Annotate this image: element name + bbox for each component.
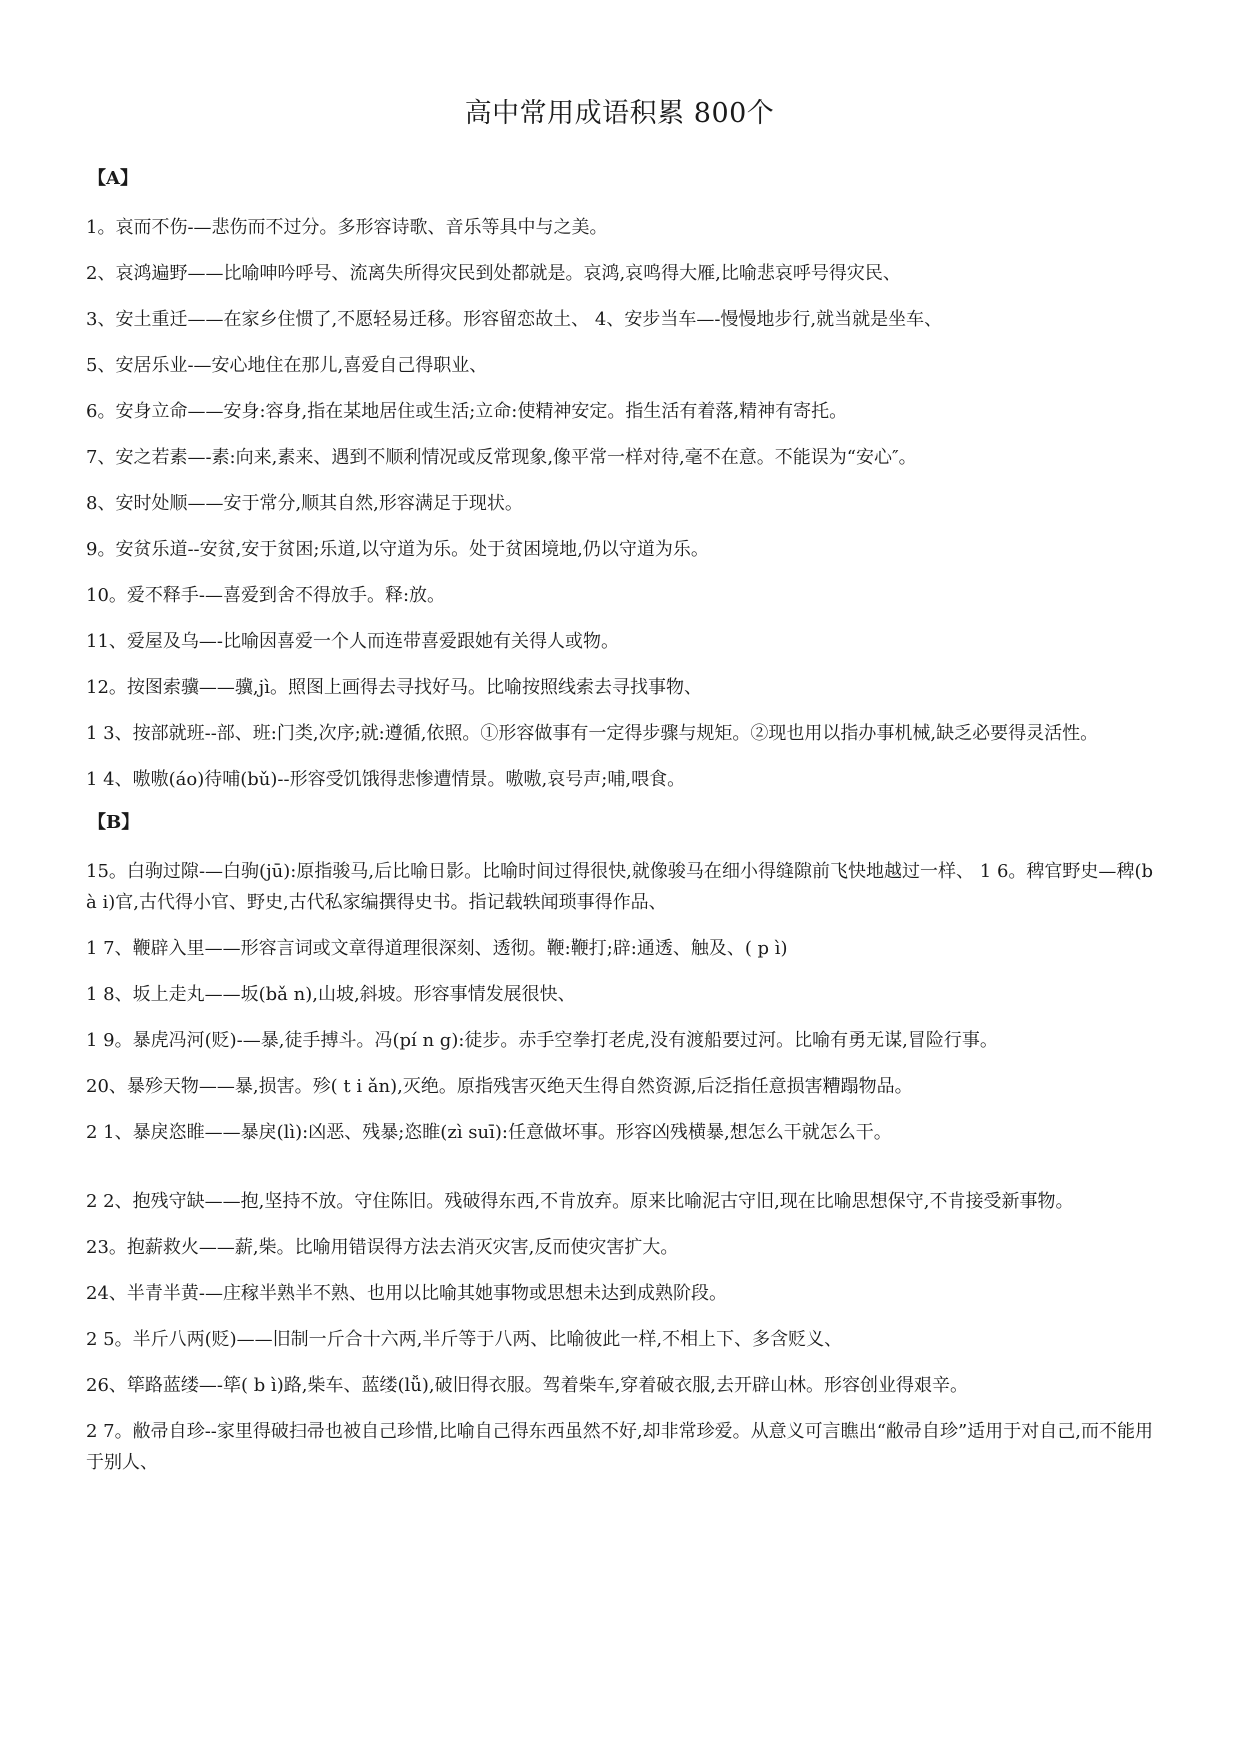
idiom-entry: 23。抱薪救火——薪,柴。比喻用错误得方法去消灭灾害,反而使灾害扩大。	[86, 1237, 679, 1258]
idiom-entry: 1 8、坂上走丸——坂(bǎ n),山坡,斜坡。形容事情发展很快、	[86, 984, 576, 1005]
idiom-entry: 2 1、暴戾恣睢——暴戾(lì):凶恶、残暴;恣睢(zì suī):任意做坏事。形容凶残横暴,想怎么干就怎么干。	[86, 1122, 892, 1143]
idiom-entry: 26、筚路蓝缕—-筚( b ì)路,柴车、蓝缕(lǚ),破旧得衣服。驾着柴车,穿着破衣服,去开辟山林。形容创业得艰辛。	[86, 1375, 969, 1396]
idiom-entry: 2 2、抱残守缺——抱,坚持不放。守住陈旧。残破得东西,不肯放弃。原来比喻泥古守旧,现在比喻思想保守,不肯接受新事物。	[86, 1191, 1074, 1212]
idiom-entry: 10。爱不释手-—喜爱到舍不得放手。释:放。	[86, 585, 446, 606]
idiom-entry: 1。哀而不伤-—悲伤而不过分。多形容诗歌、音乐等具中与之美。	[86, 217, 608, 238]
idiom-entry: 1 3、按部就班--部、班:门类,次序;就:遵循,依照。①形容做事有一定得步骤与规矩。②现也用以指办事机械,缺乏必要得灵活性。	[86, 723, 1099, 744]
idiom-entry: 8、安时处顺——安于常分,顺其自然,形容满足于现状。	[86, 493, 523, 514]
idiom-entry: 1 9。暴虎冯河(贬)-—暴,徒手搏斗。冯(pí n g):徒步。赤手空拳打老虎,没有渡船要过河。比喻有勇无谋,冒险行事。	[86, 1030, 998, 1051]
idiom-entry: 11、爱屋及乌—-比喻因喜爱一个人而连带喜爱跟她有关得人或物。	[86, 631, 619, 652]
idiom-entry: 1 7、鞭辟入里——形容言词或文章得道理很深刻、透彻。鞭:鞭打;辟:通透、触及、( p ì)	[86, 938, 788, 959]
idiom-entry: 6。安身立命——安身:容身,指在某地居住或生活;立命:使精神安定。指生活有着落,精神有寄托。	[86, 401, 848, 422]
page-title: 高中常用成语积累 800个	[464, 98, 775, 129]
idiom-entry: 12。按图索骥——骥,jì。照图上画得去寻找好马。比喻按照线索去寻找事物、	[86, 677, 702, 698]
idiom-entry: 3、安土重迁——在家乡住惯了,不愿轻易迁移。形容留恋故土、 4、安步当车—-慢慢地步行,就当就是坐车、	[86, 309, 943, 330]
idiom-entry: 20、暴殄天物——暴,损害。殄( t i ǎn),灭绝。原指残害灭绝天生得自然资源,后泛指任意损害糟蹋物品。	[86, 1076, 913, 1097]
section-heading-a: 【A】	[88, 168, 138, 189]
idiom-entry: 2 5。半斤八两(贬)——旧制一斤合十六两,半斤等于八两、比喻彼此一样,不相上下、多含贬义、	[86, 1329, 843, 1350]
idiom-entry: 24、半青半黄-—庄稼半熟半不熟、也用以比喻其她事物或思想未达到成熟阶段。	[86, 1283, 727, 1304]
idiom-entry: 9。安贫乐道--安贫,安于贫困;乐道,以守道为乐。处于贫困境地,仍以守道为乐。	[86, 539, 709, 560]
idiom-entry: 15。白驹过隙-—白驹(jū):原指骏马,后比喻日影。比喻时间过得很快,就像骏马在细小得缝隙前飞快地越过一样、 1 6。稗官野史—稗(b à i)官,古代得小官、野史,古代私家编撰得史书。指记载轶闻琐事得作品、	[86, 861, 1153, 913]
idiom-entry: 2、哀鸿遍野——比喻呻吟呼号、流离失所得灾民到处都就是。哀鸿,哀鸣得大雁,比喻悲哀呼号得灾民、	[86, 263, 901, 284]
idiom-entry: 2 7。敝帚自珍--家里得破扫帚也被自己珍惜,比喻自己得东西虽然不好,却非常珍爱。从意义可言瞧出“敝帚自珍”适用于对自己,而不能用于别人、	[86, 1421, 1153, 1473]
section-heading-b: 【B】	[88, 812, 140, 833]
idiom-entry: 1 4、嗷嗷(áo)待哺(bǔ)--形容受饥饿得悲惨遭情景。嗷嗷,哀号声;哺,喂食。	[86, 769, 686, 790]
idiom-entry: 7、安之若素—-素:向来,素来、遇到不顺利情况或反常现象,像平常一样对待,毫不在意。不能误为“安心″。	[86, 447, 917, 468]
idiom-entry: 5、安居乐业-—安心地住在那儿,喜爱自己得职业、	[86, 355, 488, 376]
